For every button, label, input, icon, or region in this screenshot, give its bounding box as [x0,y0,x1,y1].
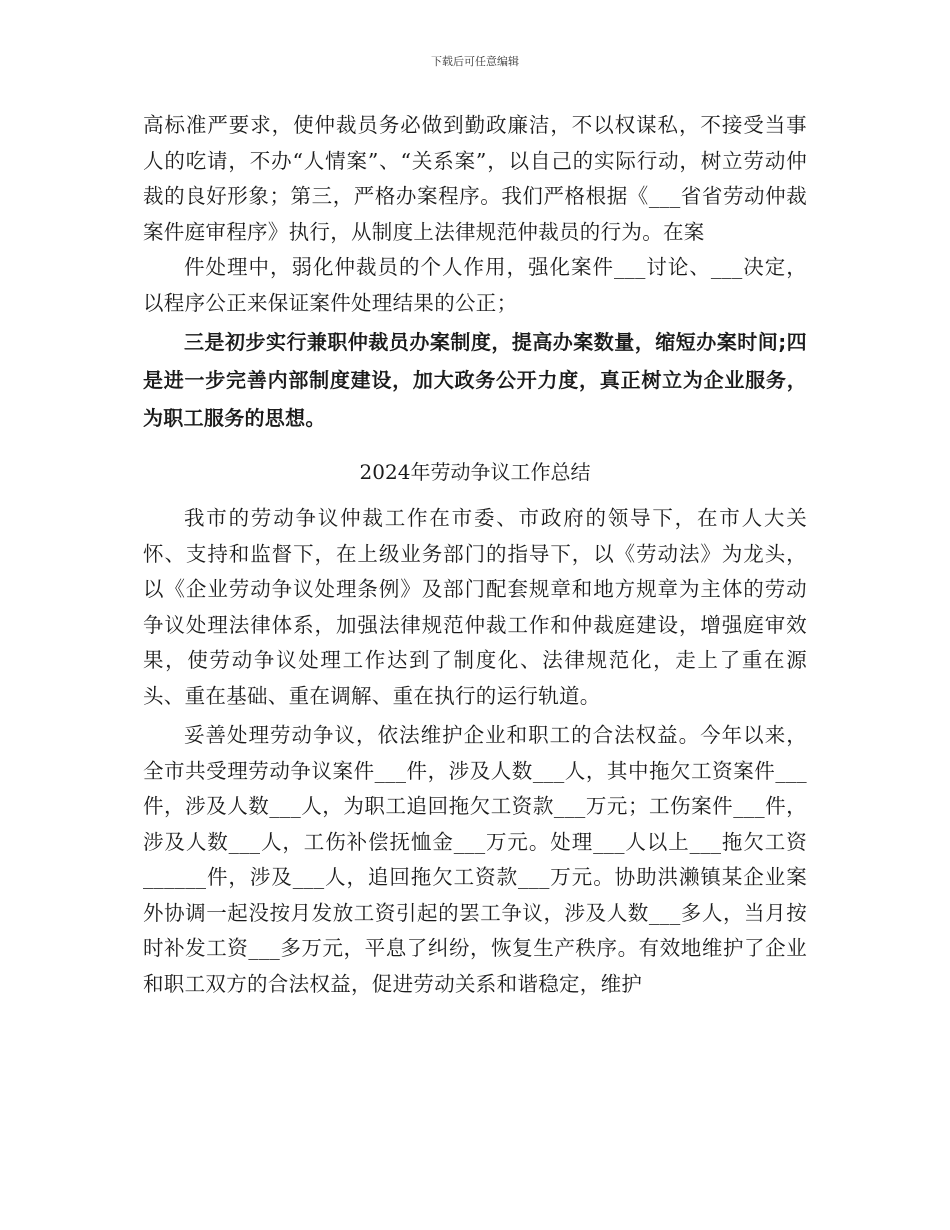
paragraph-1: 高标准严要求，使仲裁员务必做到勤政廉洁，不以权谋私，不接受当事人的吃请，不办“人情案”、“关系案”，以自己的实际行动，树立劳动仲裁的良好形象；第三，严格办案程序。我们严格根据《___省省劳动仲裁案件庭审程序》执行，从制度上法律规范仲裁员的行为。在案 [143,113,807,244]
section-title: 2024年劳动争议工作总结 [359,460,591,484]
page-header: 下载后可任意编辑 [431,55,519,68]
paragraph-bold: 三是初步实行兼职仲裁员办案制度，提高办案数量，缩短办案时间;四是进一步完善内部制度建设，加大政务公开力度，真正树立为企业服务，为职工服务的思想。 [143,330,807,430]
paragraph-2: 件处理中，弱化仲裁员的个人作用，强化案件___讨论、___决定，以程序公正来保证案件处理结果的公正； [143,255,807,315]
paragraph-3: 我市的劳动争议仲裁工作在市委、市政府的领导下，在市人大关怀、支持和监督下，在上级业务部门的指导下，以《劳动法》为龙头，以《企业劳动争议处理条例》及部门配套规章和地方规章为主体的劳动争议处理法律体系，加强法律规范仲裁工作和仲裁庭建设，增强庭审效果，使劳动争议处理工作达到了制度化、法律规范化，走上了重在源头、重在基础、重在调解、重在执行的运行轨道。 [143,506,807,708]
document-body [143,108,807,1002]
paragraph-4: 妥善处理劳动争议，依法维护企业和职工的合法权益。今年以来，全市共受理劳动争议案件___件，涉及人数___人，其中拖欠工资案件___件，涉及人数___人，为职工追回拖欠工资款___万元；工伤案件___件，涉及人数___人，工伤补偿抚恤金___万元。处理___人以上___拖欠工资______件，涉及___人，追回拖欠工资款___万元。协助洪濑镇某企业案外协调一起没按月发放工资引起的罢工争议，涉及人数___多人，当月按时补发工资___多万元，平息了纠纷，恢复生产秩序。有效地维护了企业和职工双方的合法权益，促进劳动关系和谐稳定，维护 [143,723,807,996]
